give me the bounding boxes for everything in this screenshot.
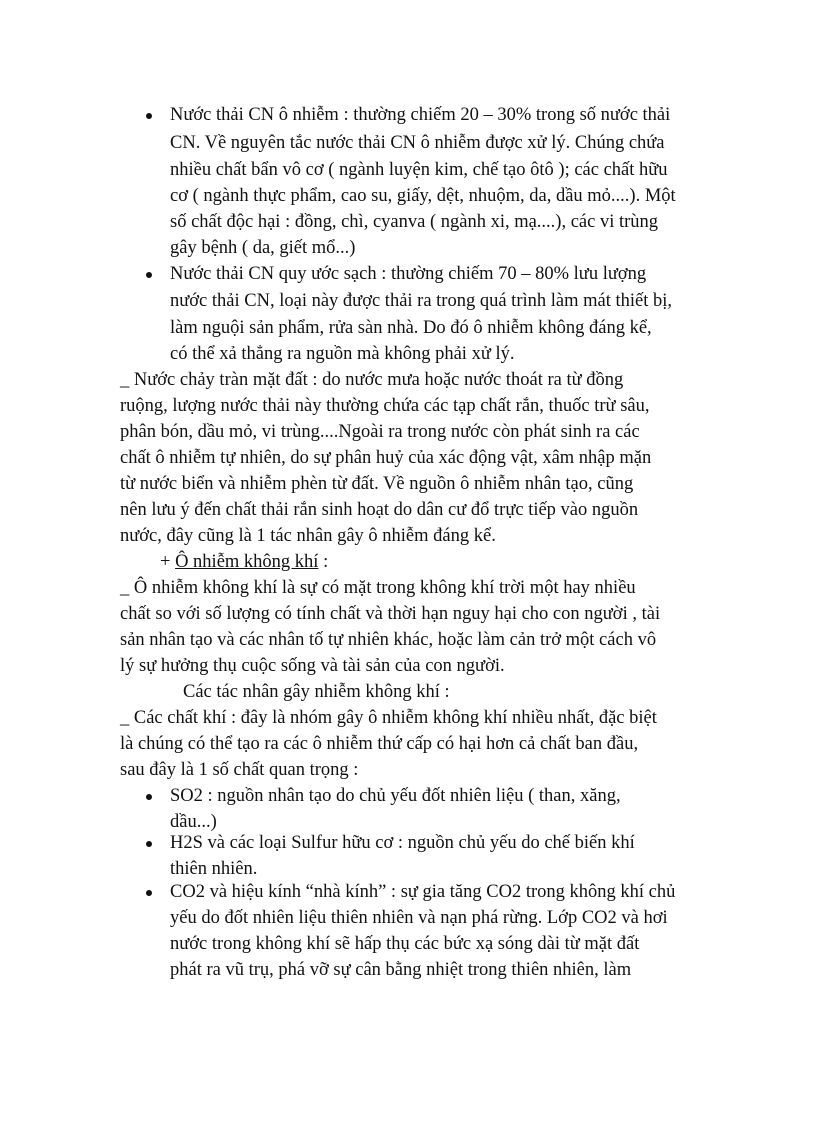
text-line: từ nước biển và nhiễm phèn từ đất. Về nguồn ô nhiễm nhân tạo, cũng — [120, 474, 634, 494]
text-line: CN. Về nguyên tắc nước thải CN ô nhiễm được xử lý. Chúng chứa — [170, 133, 665, 153]
text-line: lý sự hưởng thụ cuộc sống và tài sản của con người. — [120, 656, 505, 676]
bullet-marker — [146, 272, 152, 278]
text-line: nên lưu ý đến chất thải rắn sinh hoạt do dân cư đổ trực tiếp vào nguồn — [120, 500, 639, 520]
text-line: CO2 và hiệu kính “nhà kính” : sự gia tăng CO2 trong không khí chủ — [170, 882, 676, 902]
text-line: yếu do đốt nhiên liệu thiên nhiên và nạn phá rừng. Lớp CO2 và hơi — [170, 908, 668, 928]
text-line: là chúng có thể tạo ra các ô nhiễm thứ cấp có hại hơn cả chất ban đầu, — [120, 734, 639, 754]
text-line: làm nguội sản phẩm, rửa sàn nhà. Do đó ô nhiễm không đáng kể, — [170, 318, 652, 338]
text-line: sản nhân tạo và các nhân tố tự nhiên khác, hoặc làm cản trở một cách vô — [120, 630, 657, 650]
text-line: phát ra vũ trụ, phá vỡ sự cân bằng nhiệt trong thiên nhiên, làm — [170, 960, 632, 980]
text-line: H2S và các loại Sulfur hữu cơ : nguồn chủ yếu do chế biến khí — [170, 833, 635, 853]
heading-suffix: : — [318, 552, 329, 572]
text-line: chất so với số lượng có tính chất và thời hạn nguy hại cho con người , tài — [120, 604, 661, 624]
text-line: SO2 : nguồn nhân tạo do chủ yếu đốt nhiên liệu ( than, xăng, — [170, 786, 621, 806]
text-line: dầu...) — [170, 812, 217, 832]
text-line: nước, đây cũng là 1 tác nhân gây ô nhiễm đáng kể. — [120, 526, 496, 546]
bullet-marker — [146, 794, 152, 800]
heading-title: Ô nhiễm không khí — [175, 552, 319, 572]
text-line: _ Các chất khí : đây là nhóm gây ô nhiễm không khí nhiều nhất, đặc biệt — [120, 708, 657, 728]
text-line: nước thải CN, loại này được thải ra trong quá trình làm mát thiết bị, — [170, 291, 673, 311]
section-heading-air — [160, 550, 328, 574]
text-line: gây bệnh ( da, giết mổ...) — [170, 238, 356, 258]
text-line: số chất độc hại : đồng, chì, cyanva ( ngành xi, mạ....), các vi trùng — [170, 212, 659, 232]
text-line: sau đây là 1 số chất quan trọng : — [120, 760, 359, 780]
text-line: chất ô nhiễm tự nhiên, do sự phân huỷ của xác động vật, xâm nhập mặn — [120, 448, 652, 468]
bullet-marker — [146, 890, 152, 896]
agents-heading: Các tác nhân gây nhiễm không khí : — [183, 682, 450, 702]
bullet-marker — [146, 113, 152, 119]
text-line: ruộng, lượng nước thải này thường chứa các tạp chất rắn, thuốc trừ sâu, — [120, 396, 650, 416]
text-line: phân bón, dầu mỏ, vi trùng....Ngoài ra trong nước còn phát sinh ra các — [120, 422, 640, 442]
text-line: Nước thải CN quy ước sạch : thường chiếm 70 – 80% lưu lượng — [170, 264, 647, 284]
bullet-marker — [146, 841, 152, 847]
text-line: _ Ô nhiễm không khí là sự có mặt trong không khí trời một hay nhiều — [120, 578, 636, 598]
text-line: cơ ( ngành thực phẩm, cao su, giấy, dệt, nhuộm, da, dầu mỏ....). Một — [170, 186, 676, 206]
text-line: có thể xả thẳng ra nguồn mà không phải xử lý. — [170, 344, 515, 364]
text-line: thiên nhiên. — [170, 859, 258, 879]
text-line: Nước thải CN ô nhiễm : thường chiếm 20 – 30% trong số nước thải — [170, 105, 671, 125]
text-line: nước trong không khí sẽ hấp thụ các bức xạ sóng dài từ mặt đất — [170, 934, 640, 954]
heading-prefix: + — [160, 552, 176, 572]
text-line: _ Nước chảy tràn mặt đất : do nước mưa hoặc nước thoát ra từ đồng — [120, 370, 624, 390]
text-line: nhiều chất bẩn vô cơ ( ngành luyện kim, chế tạo ôtô ); các chất hữu — [170, 160, 668, 180]
